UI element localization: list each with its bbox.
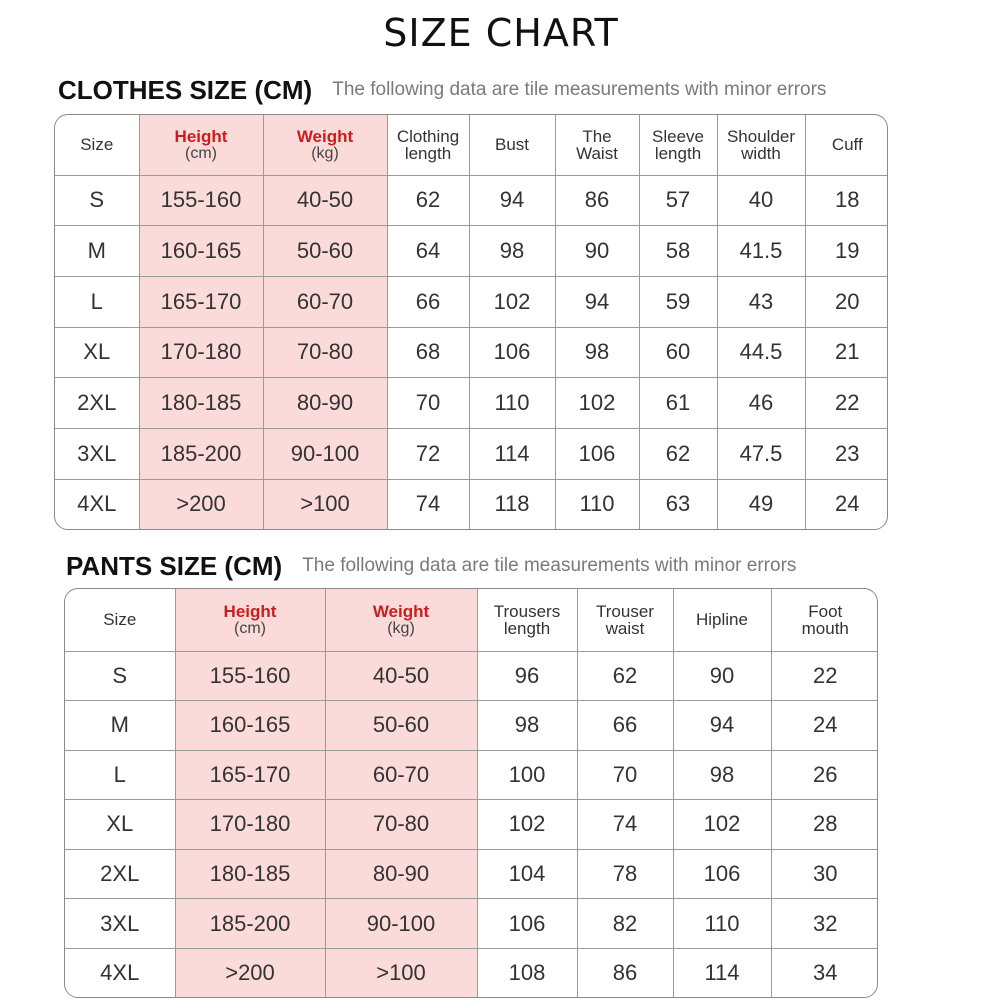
pants-column-header bbox=[673, 589, 771, 651]
clothes-header-sublabel: length bbox=[404, 143, 452, 163]
clothes-table-cell: 57 bbox=[639, 175, 717, 226]
clothes-column-header bbox=[139, 115, 263, 175]
clothes-table-cell: 86 bbox=[555, 175, 639, 226]
clothes-column-header bbox=[555, 115, 639, 175]
clothes-column-header bbox=[717, 115, 805, 175]
pants-header-label: Size bbox=[103, 610, 137, 630]
clothes-table-cell: 118 bbox=[469, 479, 555, 529]
pants-table-cell: 2XL bbox=[65, 849, 175, 899]
pants-table-cell: 24 bbox=[771, 701, 878, 751]
clothes-table-cell: 106 bbox=[555, 429, 639, 480]
clothes-table-cell: 98 bbox=[469, 226, 555, 277]
clothes-table-cell: 47.5 bbox=[717, 429, 805, 480]
clothes-column-header bbox=[805, 115, 888, 175]
pants-header-label: Trousers bbox=[493, 601, 561, 621]
clothes-header-label: Size bbox=[80, 135, 114, 155]
clothes-table-cell: 94 bbox=[469, 175, 555, 226]
clothes-table-cell: 22 bbox=[805, 378, 888, 429]
clothes-table-cell: 64 bbox=[387, 226, 469, 277]
clothes-table-cell: 110 bbox=[469, 378, 555, 429]
clothes-header-label: Cuff bbox=[831, 135, 863, 155]
clothes-header-sublabel: (kg) bbox=[311, 144, 339, 162]
pants-table-cell: 185-200 bbox=[175, 899, 325, 949]
pants-table-cell: 30 bbox=[771, 849, 878, 899]
pants-table-cell: 180-185 bbox=[175, 849, 325, 899]
pants-table-cell: 102 bbox=[673, 800, 771, 850]
clothes-table-cell: 114 bbox=[469, 429, 555, 480]
pants-table-cell: 70-80 bbox=[325, 800, 477, 850]
clothes-table-cell: 20 bbox=[805, 276, 888, 327]
pants-table-cell: 86 bbox=[577, 948, 673, 997]
pants-table-cell: 155-160 bbox=[175, 651, 325, 701]
clothes-header-label: Height bbox=[174, 126, 228, 146]
pants-table-cell: 74 bbox=[577, 800, 673, 850]
clothes-header-sublabel: Waist bbox=[576, 143, 618, 163]
clothes-section-note: The following data are tile measurements with minor errors bbox=[332, 79, 827, 100]
clothes-table-row bbox=[55, 479, 888, 529]
clothes-table-cell: 49 bbox=[717, 479, 805, 529]
clothes-table-cell: 62 bbox=[639, 429, 717, 480]
clothes-table-cell: 98 bbox=[555, 327, 639, 378]
clothes-table-cell: 80-90 bbox=[263, 378, 387, 429]
clothes-table-row bbox=[55, 226, 888, 277]
pants-table-cell: 94 bbox=[673, 701, 771, 751]
pants-header-sublabel: mouth bbox=[801, 618, 849, 638]
pants-table-cell: 170-180 bbox=[175, 800, 325, 850]
pants-table-cell: 160-165 bbox=[175, 701, 325, 751]
pants-table-cell: 22 bbox=[771, 651, 878, 701]
clothes-table-cell: 4XL bbox=[55, 479, 139, 529]
pants-table-cell: 90-100 bbox=[325, 899, 477, 949]
clothes-section-title: CLOTHES SIZE (CM) bbox=[58, 74, 313, 105]
pants-table-cell: 82 bbox=[577, 899, 673, 949]
pants-table-cell: S bbox=[65, 651, 175, 701]
clothes-column-header bbox=[263, 115, 387, 175]
clothes-size-table bbox=[54, 114, 888, 530]
pants-table-cell: XL bbox=[65, 800, 175, 850]
pants-table-cell: 106 bbox=[477, 899, 577, 949]
pants-table-cell: 100 bbox=[477, 750, 577, 800]
pants-table-cell: 40-50 bbox=[325, 651, 477, 701]
clothes-table-cell: 41.5 bbox=[717, 226, 805, 277]
clothes-table-cell: 160-165 bbox=[139, 226, 263, 277]
pants-table-cell: 4XL bbox=[65, 948, 175, 997]
pants-table-row bbox=[65, 800, 878, 850]
pants-header-label: Hipline bbox=[696, 610, 748, 630]
pants-table-cell: 106 bbox=[673, 849, 771, 899]
clothes-table-cell: 70-80 bbox=[263, 327, 387, 378]
clothes-table-cell: 110 bbox=[555, 479, 639, 529]
pants-section-note: The following data are tile measurements with minor errors bbox=[302, 555, 797, 576]
clothes-table-cell: 40-50 bbox=[263, 175, 387, 226]
pants-table-cell: 165-170 bbox=[175, 750, 325, 800]
clothes-table-cell: 90-100 bbox=[263, 429, 387, 480]
pants-header-label: Trouser bbox=[596, 601, 654, 621]
pants-table-cell: 78 bbox=[577, 849, 673, 899]
pants-table-cell: 62 bbox=[577, 651, 673, 701]
pants-column-header bbox=[65, 589, 175, 651]
pants-table-row bbox=[65, 701, 878, 751]
pants-header-sublabel: (kg) bbox=[387, 619, 415, 637]
clothes-table-cell: 72 bbox=[387, 429, 469, 480]
pants-table-cell: 90 bbox=[673, 651, 771, 701]
pants-table-cell: >100 bbox=[325, 948, 477, 997]
clothes-table-cell: 165-170 bbox=[139, 276, 263, 327]
clothes-table-cell: 19 bbox=[805, 226, 888, 277]
pants-table-cell: 114 bbox=[673, 948, 771, 997]
clothes-table-cell: 170-180 bbox=[139, 327, 263, 378]
pants-table-cell: 104 bbox=[477, 849, 577, 899]
clothes-table-cell: 18 bbox=[805, 175, 888, 226]
clothes-table-cell: M bbox=[55, 226, 139, 277]
pants-table-cell: 110 bbox=[673, 899, 771, 949]
pants-table-cell: 26 bbox=[771, 750, 878, 800]
clothes-column-header bbox=[55, 115, 139, 175]
pants-table-row bbox=[65, 651, 878, 701]
page-title: SIZE CHART bbox=[383, 11, 619, 55]
clothes-header-label: Clothing bbox=[396, 126, 460, 146]
clothes-table-cell: L bbox=[55, 276, 139, 327]
pants-header-label: Foot bbox=[808, 601, 843, 621]
clothes-table-cell: 50-60 bbox=[263, 226, 387, 277]
clothes-table-cell: 59 bbox=[639, 276, 717, 327]
clothes-table-cell: 90 bbox=[555, 226, 639, 277]
pants-table-cell: >200 bbox=[175, 948, 325, 997]
pants-column-header bbox=[771, 589, 878, 651]
clothes-column-header bbox=[469, 115, 555, 175]
pants-column-header bbox=[477, 589, 577, 651]
clothes-table-cell: 66 bbox=[387, 276, 469, 327]
clothes-table-cell: 74 bbox=[387, 479, 469, 529]
clothes-column-header bbox=[639, 115, 717, 175]
clothes-table-row bbox=[55, 378, 888, 429]
clothes-table-cell: 60 bbox=[639, 327, 717, 378]
clothes-table-row bbox=[55, 276, 888, 327]
clothes-table-cell: 21 bbox=[805, 327, 888, 378]
clothes-header-label: Bust bbox=[494, 135, 530, 155]
clothes-header-sublabel: (cm) bbox=[185, 144, 217, 162]
pants-table-cell: 32 bbox=[771, 899, 878, 949]
clothes-table-cell: 63 bbox=[639, 479, 717, 529]
pants-table-cell: 34 bbox=[771, 948, 878, 997]
clothes-table-cell: 106 bbox=[469, 327, 555, 378]
clothes-column-header bbox=[387, 115, 469, 175]
pants-header-row bbox=[65, 589, 878, 651]
clothes-table-cell: 185-200 bbox=[139, 429, 263, 480]
pants-table-cell: 70 bbox=[577, 750, 673, 800]
pants-table-cell: 98 bbox=[673, 750, 771, 800]
pants-table-cell: M bbox=[65, 701, 175, 751]
pants-table-cell: 28 bbox=[771, 800, 878, 850]
pants-table-cell: 3XL bbox=[65, 899, 175, 949]
pants-table-cell: L bbox=[65, 750, 175, 800]
clothes-header-sublabel: width bbox=[741, 143, 781, 163]
pants-table-cell: 50-60 bbox=[325, 701, 477, 751]
clothes-table-cell: 60-70 bbox=[263, 276, 387, 327]
clothes-header-sublabel: length bbox=[654, 143, 702, 163]
pants-table-row bbox=[65, 849, 878, 899]
clothes-table-cell: 62 bbox=[387, 175, 469, 226]
clothes-header-row bbox=[55, 115, 888, 175]
pants-header-sublabel: waist bbox=[605, 618, 645, 638]
pants-table-cell: 80-90 bbox=[325, 849, 477, 899]
pants-section-title: PANTS SIZE (CM) bbox=[66, 550, 283, 581]
pants-table-cell: 108 bbox=[477, 948, 577, 997]
clothes-table-cell: 102 bbox=[469, 276, 555, 327]
clothes-table-row bbox=[55, 429, 888, 480]
pants-size-table bbox=[64, 588, 878, 998]
clothes-header-label: Shoulder bbox=[726, 126, 796, 146]
clothes-header-label: Weight bbox=[296, 126, 354, 146]
clothes-section-header bbox=[58, 72, 826, 108]
clothes-table-cell: 68 bbox=[387, 327, 469, 378]
pants-table-cell: 66 bbox=[577, 701, 673, 751]
clothes-table-cell: >200 bbox=[139, 479, 263, 529]
pants-table-cell: 98 bbox=[477, 701, 577, 751]
clothes-table-cell: 3XL bbox=[55, 429, 139, 480]
clothes-table-cell: 70 bbox=[387, 378, 469, 429]
pants-column-header bbox=[175, 589, 325, 651]
pants-header-sublabel: (cm) bbox=[234, 619, 266, 637]
pants-column-header bbox=[577, 589, 673, 651]
pants-table-row bbox=[65, 948, 878, 997]
clothes-header-label: The bbox=[582, 126, 612, 146]
pants-header-sublabel: length bbox=[503, 618, 551, 638]
clothes-table-cell: 180-185 bbox=[139, 378, 263, 429]
clothes-table-cell: 23 bbox=[805, 429, 888, 480]
pants-section-header bbox=[66, 548, 796, 584]
pants-column-header bbox=[325, 589, 477, 651]
clothes-table-cell: S bbox=[55, 175, 139, 226]
clothes-table-cell: 43 bbox=[717, 276, 805, 327]
pants-table-cell: 60-70 bbox=[325, 750, 477, 800]
clothes-table-cell: 44.5 bbox=[717, 327, 805, 378]
clothes-table-row bbox=[55, 175, 888, 226]
clothes-table-row bbox=[55, 327, 888, 378]
pants-header-label: Height bbox=[223, 601, 277, 621]
clothes-table-cell: 58 bbox=[639, 226, 717, 277]
clothes-table-cell: XL bbox=[55, 327, 139, 378]
clothes-table-cell: 24 bbox=[805, 479, 888, 529]
clothes-table-cell: 46 bbox=[717, 378, 805, 429]
clothes-table-cell: 61 bbox=[639, 378, 717, 429]
clothes-table-cell: 155-160 bbox=[139, 175, 263, 226]
clothes-table-cell: >100 bbox=[263, 479, 387, 529]
clothes-table-cell: 40 bbox=[717, 175, 805, 226]
pants-table-row bbox=[65, 899, 878, 949]
clothes-header-label: Sleeve bbox=[652, 126, 704, 146]
pants-table-cell: 96 bbox=[477, 651, 577, 701]
pants-table-cell: 102 bbox=[477, 800, 577, 850]
clothes-table-cell: 94 bbox=[555, 276, 639, 327]
clothes-table-cell: 2XL bbox=[55, 378, 139, 429]
pants-header-label: Weight bbox=[372, 601, 430, 621]
pants-table-row bbox=[65, 750, 878, 800]
clothes-table-cell: 102 bbox=[555, 378, 639, 429]
